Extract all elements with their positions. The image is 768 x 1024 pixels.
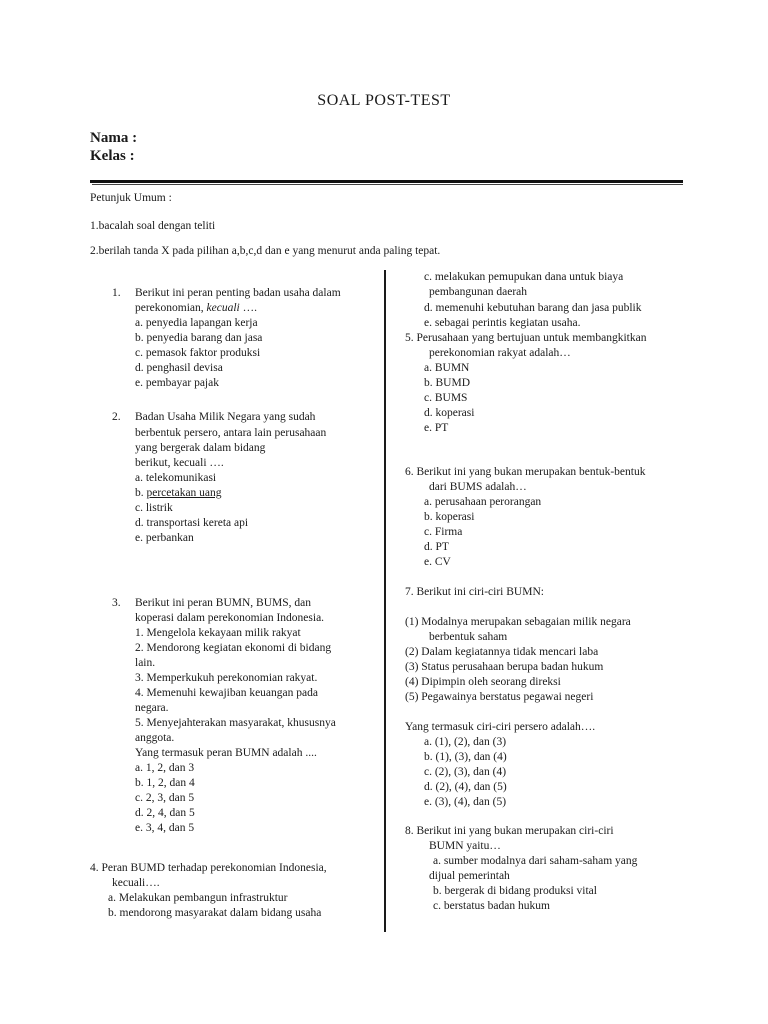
option-e: e. perbankan xyxy=(135,532,194,544)
statement: 2. Mendorong kegiatan ekonomi di bidang xyxy=(135,642,332,654)
question-text: yang bergerak dalam bidang xyxy=(135,442,266,454)
option-c: c. Firma xyxy=(424,526,463,538)
option-b: b. bergerak di bidang produksi vital xyxy=(433,885,597,897)
option-a: a. 1, 2, dan 3 xyxy=(135,762,195,774)
question-prompt: Yang termasuk ciri-ciri persero adalah…. xyxy=(405,721,596,733)
question-number: 1. xyxy=(112,287,121,299)
option-e: e. (3), (4), dan (5) xyxy=(424,796,507,808)
option-b: b. (1), (3), dan (4) xyxy=(424,751,507,763)
option-d: d. memenuhi kebutuhan barang dan jasa publik xyxy=(424,302,642,314)
question-text: koperasi dalam perekonomian Indonesia. xyxy=(135,612,325,624)
statement: 3. Memperkukuh perekonomian rakyat. xyxy=(135,672,318,684)
statement: (5) Pegawainya berstatus pegawai negeri xyxy=(405,691,594,703)
option-b: b. percetakan uang xyxy=(135,487,222,499)
option-d: d. penghasil devisa xyxy=(135,362,223,374)
option-a: a. (1), (2), dan (3) xyxy=(424,736,507,748)
option-a: a. penyedia lapangan kerja xyxy=(135,317,258,329)
statement: (2) Dalam kegiatannya tidak mencari laba xyxy=(405,646,599,658)
option-e: e. 3, 4, dan 5 xyxy=(135,822,195,834)
option-d: d. PT xyxy=(424,541,449,553)
statement: lain. xyxy=(135,657,156,669)
option-c: c. (2), (3), dan (4) xyxy=(424,766,507,778)
question-text: dari BUMS adalah… xyxy=(429,481,527,493)
instructions-heading: Petunjuk Umum : xyxy=(90,192,172,204)
statement: 1. Mengelola kekayaan milik rakyat xyxy=(135,627,301,639)
option-a: a. telekomunikasi xyxy=(135,472,217,484)
option-b: b. koperasi xyxy=(424,511,475,523)
statement: 5. Menyejahterakan masyarakat, khususnya xyxy=(135,717,336,729)
question-prompt: Yang termasuk peran BUMN adalah .... xyxy=(135,747,317,759)
page-title: SOAL POST-TEST xyxy=(317,92,451,109)
option-e: e. CV xyxy=(424,556,451,568)
option-e: e. sebagai perintis kegiatan usaha. xyxy=(424,317,581,329)
statement: (3) Status perusahaan berupa badan hukum xyxy=(405,661,604,673)
question-number: 3. xyxy=(112,597,121,609)
option-d: d. 2, 4, dan 5 xyxy=(135,807,195,819)
statement: 4. Memenuhi kewajiban keuangan pada xyxy=(135,687,318,699)
option-e: e. PT xyxy=(424,422,449,434)
question-text: Berikut ini peran penting badan usaha dalam xyxy=(135,287,341,299)
instruction-item-1: 1.bacalah soal dengan teliti xyxy=(90,220,216,232)
option-a: a. Melakukan pembangun infrastruktur xyxy=(108,892,288,904)
statement: (4) Dipimpin oleh seorang direksi xyxy=(405,676,561,688)
option-c: c. listrik xyxy=(135,502,173,514)
option-a: a. perusahaan perorangan xyxy=(424,496,542,508)
option-b: b. 1, 2, dan 4 xyxy=(135,777,195,789)
option-c: c. BUMS xyxy=(424,392,468,404)
statement: (1) Modalnya merupakan sebagaian milik negara xyxy=(405,616,631,628)
name-field-label: Nama : xyxy=(90,130,138,146)
option-c: pembangunan daerah xyxy=(429,286,528,298)
question-text: 5. Perusahaan yang bertujuan untuk membangkitkan xyxy=(405,332,647,344)
question-text: berbentuk persero, antara lain perusahaan xyxy=(135,427,327,439)
option-d: d. (2), (4), dan (5) xyxy=(424,781,507,793)
class-field-label: Kelas : xyxy=(90,148,135,164)
question-text: 4. Peran BUMD terhadap perekonomian Indonesia, xyxy=(90,862,327,874)
option-e: e. pembayar pajak xyxy=(135,377,219,389)
question-text: perekonomian, kecuali …. xyxy=(135,302,257,314)
question-text: 7. Berikut ini ciri-ciri BUMN: xyxy=(405,586,544,598)
question-text: 8. Berikut ini yang bukan merupakan ciri-ciri xyxy=(405,825,614,837)
question-text: berikut, kecuali …. xyxy=(135,457,224,469)
option-d: d. transportasi kereta api xyxy=(135,517,249,529)
question-text: perekonomian rakyat adalah… xyxy=(429,347,571,359)
question-text: BUMN yaitu… xyxy=(429,840,501,852)
statement: negara. xyxy=(135,702,169,714)
header-rule-thin xyxy=(92,184,683,185)
option-c: c. pemasok faktor produksi xyxy=(135,347,261,359)
option-a: a. BUMN xyxy=(424,362,470,374)
option-d: d. koperasi xyxy=(424,407,475,419)
question-text: Berikut ini peran BUMN, BUMS, dan xyxy=(135,597,312,609)
option-c: c. melakukan pemupukan dana untuk biaya xyxy=(424,271,624,283)
statement: anggota. xyxy=(135,732,175,744)
option-b: b. mendorong masyarakat dalam bidang usaha xyxy=(108,907,322,919)
statement: berbentuk saham xyxy=(429,631,508,643)
option-a: a. sumber modalnya dari saham-saham yang xyxy=(433,855,638,867)
student-fields xyxy=(90,129,137,165)
question-number: 2. xyxy=(112,411,121,423)
option-c: c. berstatus badan hukum xyxy=(433,900,550,912)
option-b: b. BUMD xyxy=(424,377,471,389)
option-a: dijual pemerintah xyxy=(429,870,510,882)
question-text: 6. Berikut ini yang bukan merupakan bentuk-bentuk xyxy=(405,466,646,478)
option-b: b. penyedia barang dan jasa xyxy=(135,332,263,344)
header-rule xyxy=(90,180,683,183)
question-text: kecuali…. xyxy=(112,877,160,889)
column-divider xyxy=(384,270,386,932)
instruction-item-2: 2.berilah tanda X pada pilihan a,b,c,d dan e yang menurut anda paling tepat. xyxy=(90,245,441,257)
option-c: c. 2, 3, dan 5 xyxy=(135,792,195,804)
question-text: Badan Usaha Milik Negara yang sudah xyxy=(135,411,316,423)
